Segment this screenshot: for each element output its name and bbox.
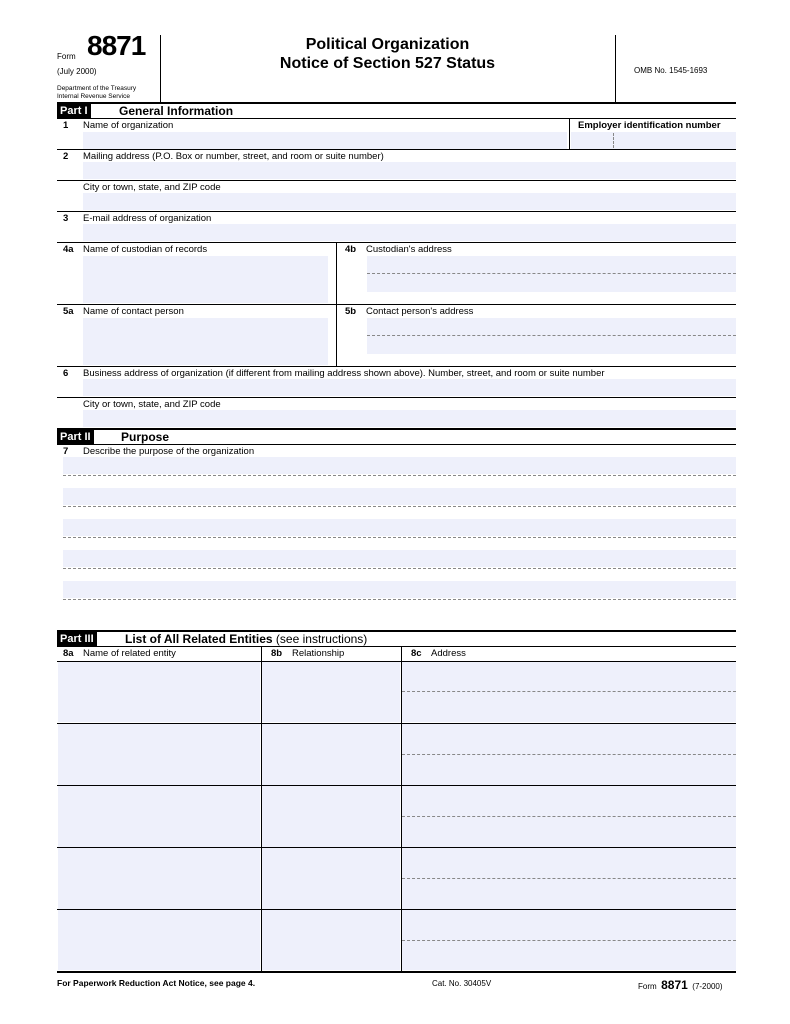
part-3-tag: Part III bbox=[57, 632, 97, 646]
line-2-number: 2 bbox=[63, 151, 69, 162]
line-6-number: 6 bbox=[63, 368, 69, 379]
entity-relationship-field[interactable] bbox=[262, 662, 400, 722]
part-1-tag: Part I bbox=[57, 104, 91, 118]
catalog-number: Cat. No. 30405V bbox=[432, 979, 492, 988]
department-line: Department of the Treasury bbox=[57, 85, 137, 92]
line-3-label: E-mail address of organization bbox=[83, 213, 212, 224]
entity-relationship-field[interactable] bbox=[262, 848, 400, 909]
line-7-number: 7 bbox=[63, 446, 69, 457]
line-7-label: Describe the purpose of the organization bbox=[83, 446, 255, 457]
footer-revision: (7-2000) bbox=[692, 982, 723, 991]
line-3-number: 3 bbox=[63, 213, 69, 224]
part-1-title: General Information bbox=[119, 104, 234, 118]
entity-name-field[interactable] bbox=[58, 910, 260, 970]
line-4b-label: Custodian's address bbox=[366, 244, 452, 255]
omb-number: OMB No. 1545-1693 bbox=[634, 66, 708, 75]
line-6-label: Business address of organization (if different from mailing address shown above). Number, street, and room or suite number bbox=[83, 368, 605, 379]
entity-name-field[interactable] bbox=[58, 662, 260, 722]
mailing-address-field[interactable] bbox=[83, 162, 736, 179]
footer-form-number: 8871 bbox=[661, 978, 688, 992]
title-line-2: Notice of Section 527 Status bbox=[279, 55, 496, 72]
line-2-label: Mailing address (P.O. Box or number, street, and room or suite number) bbox=[83, 151, 384, 162]
entity-relationship-field[interactable] bbox=[262, 724, 400, 785]
form-revision: (July 2000) bbox=[57, 67, 97, 76]
line-5a-number: 5a bbox=[63, 306, 74, 317]
line-4b-number: 4b bbox=[345, 244, 357, 255]
col-8a-label: Name of related entity bbox=[83, 648, 176, 659]
contact-address-field[interactable] bbox=[367, 318, 736, 354]
entity-name-field[interactable] bbox=[58, 786, 260, 847]
line-5b-number: 5b bbox=[345, 306, 357, 317]
entity-address-field[interactable] bbox=[402, 662, 736, 722]
part-2-title: Purpose bbox=[121, 430, 170, 444]
entity-relationship-field[interactable] bbox=[262, 910, 400, 970]
form-title bbox=[160, 35, 615, 73]
line-5a-label: Name of contact person bbox=[83, 306, 184, 317]
custodian-address-field[interactable] bbox=[367, 256, 736, 292]
line-2-city-label: City or town, state, and ZIP code bbox=[83, 182, 221, 193]
col-8b-label: Relationship bbox=[292, 648, 345, 659]
line-5b-label: Contact person's address bbox=[366, 306, 474, 317]
entity-relationship-field[interactable] bbox=[262, 786, 400, 847]
footer-form-word: Form bbox=[638, 982, 657, 991]
part-3-title-text: List of All Related Entities bbox=[125, 632, 273, 646]
form-word: Form bbox=[57, 52, 76, 61]
col-8b-number: 8b bbox=[271, 648, 283, 659]
line-6-city-label: City or town, state, and ZIP code bbox=[83, 399, 221, 410]
ein-label: Employer identification number bbox=[578, 120, 721, 131]
business-city-field[interactable] bbox=[83, 410, 736, 427]
line-4a-label: Name of custodian of records bbox=[83, 244, 208, 255]
entity-name-field[interactable] bbox=[58, 848, 260, 909]
line-1-number: 1 bbox=[63, 120, 69, 131]
col-8a-number: 8a bbox=[63, 648, 74, 659]
custodian-name-field[interactable] bbox=[83, 256, 328, 303]
email-field[interactable] bbox=[83, 224, 736, 241]
title-line-1: Political Organization bbox=[305, 36, 470, 53]
contact-name-field[interactable] bbox=[83, 318, 328, 365]
business-address-field[interactable] bbox=[83, 379, 736, 396]
form-number: 8871 bbox=[87, 30, 146, 61]
entity-name-field[interactable] bbox=[58, 724, 260, 785]
part-3-title bbox=[125, 632, 367, 646]
irs-line: Internal Revenue Service bbox=[57, 93, 130, 100]
footer-form-id bbox=[638, 976, 723, 994]
line-1-label: Name of organization bbox=[83, 120, 174, 131]
paperwork-notice: For Paperwork Reduction Act Notice, see page 4. bbox=[57, 978, 256, 988]
organization-name-field[interactable] bbox=[83, 132, 567, 149]
line-4a-number: 4a bbox=[63, 244, 74, 255]
part-3-title-note: (see instructions) bbox=[275, 632, 368, 646]
col-8c-label: Address bbox=[431, 648, 466, 659]
ein-field[interactable] bbox=[571, 132, 736, 149]
col-8c-number: 8c bbox=[411, 648, 422, 659]
mailing-city-field[interactable] bbox=[83, 193, 736, 210]
part-2-tag: Part II bbox=[57, 430, 94, 444]
